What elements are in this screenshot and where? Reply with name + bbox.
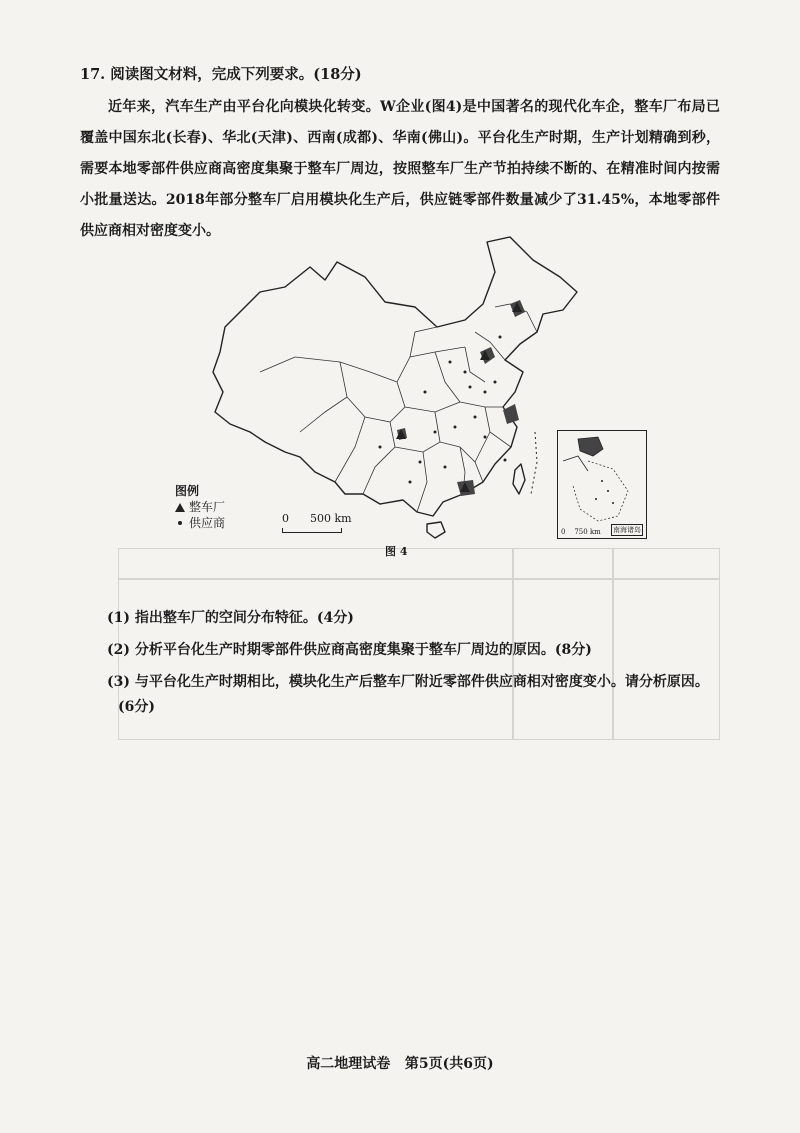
- supplier-dot: [449, 361, 452, 364]
- supplier-dot: [464, 371, 467, 374]
- supplier-dot: [474, 416, 477, 419]
- legend-item-supplier: [175, 515, 225, 531]
- legend-title: 图例: [175, 484, 200, 498]
- supplier-dot: [419, 461, 422, 464]
- china-outline: [213, 237, 577, 516]
- inset-scale-label: 0 750 km: [561, 528, 601, 536]
- figure-caption: 图 4: [385, 545, 408, 558]
- dot-icon: [178, 521, 182, 525]
- map-legend: [175, 483, 225, 531]
- supplier-dot: [469, 386, 472, 389]
- supplier-dot: [484, 391, 487, 394]
- supplier-dot: [494, 381, 497, 384]
- supplier-dot: [424, 391, 427, 394]
- legend-item-factory: [175, 499, 225, 515]
- factory-markers: [396, 302, 522, 492]
- supplier-dot: [499, 336, 502, 339]
- inset-label: 南海诸岛: [613, 526, 641, 534]
- supplier-dot: [484, 436, 487, 439]
- supplier-dot: [409, 481, 412, 484]
- sub-question-3: (3) 与平台化生产时期相比，模块化生产后整车厂附近零部件供应商相对密度变小。请分析原因。: [107, 674, 709, 690]
- scale-bar: [282, 528, 342, 533]
- question-material: 近年来，汽车生产由平台化向模块化转变。W企业(图4)是中国著名的现代化车企，整车厂布局已覆盖中国东北(长春)、华北(天津)、西南(成都)、华南(佛山)。平台化生产时期，生产计划精确到秒，需要本地零部件供应商高密度集聚于整车厂周边，按照整车厂生产节拍持续不断的、在精准时间内按需小批量送达。2018年部分整车厂启用模块化生产后，供应链零部件数量减少了31.45%，本地零部件供应商相对密度变小。: [80, 99, 720, 239]
- sub-question-2: (2) 分析平台化生产时期零部件供应商高密度集聚于整车厂周边的原因。(8分): [107, 642, 592, 658]
- supplier-dot: [504, 459, 507, 462]
- scale-label: 0 500 km: [282, 512, 352, 525]
- sea-boundary: [531, 432, 537, 494]
- south-china-sea-inset: [557, 430, 647, 539]
- triangle-icon: [175, 503, 185, 512]
- inset-map: [558, 431, 646, 538]
- province-borders: [260, 304, 537, 512]
- supplier-dot: [434, 431, 437, 434]
- taiwan-island: [513, 464, 525, 494]
- cluster-shanghai: [503, 404, 519, 424]
- sub-question-1: (1) 指出整车厂的空间分布特征。(4分): [107, 610, 354, 626]
- legend-label: 整车厂: [189, 500, 226, 514]
- hainan-island: [427, 522, 445, 538]
- legend-label: 供应商: [189, 516, 226, 530]
- question-title: 17. 阅读图文材料，完成下列要求。(18分): [80, 66, 362, 83]
- supplier-dot: [444, 466, 447, 469]
- supplier-dot: [379, 446, 382, 449]
- page-footer: 高二地理试卷 第5页(共6页): [306, 1056, 494, 1072]
- supplier-clusters: [397, 300, 525, 496]
- supplier-dot: [454, 426, 457, 429]
- sub-question-3-score: (6分): [118, 699, 155, 715]
